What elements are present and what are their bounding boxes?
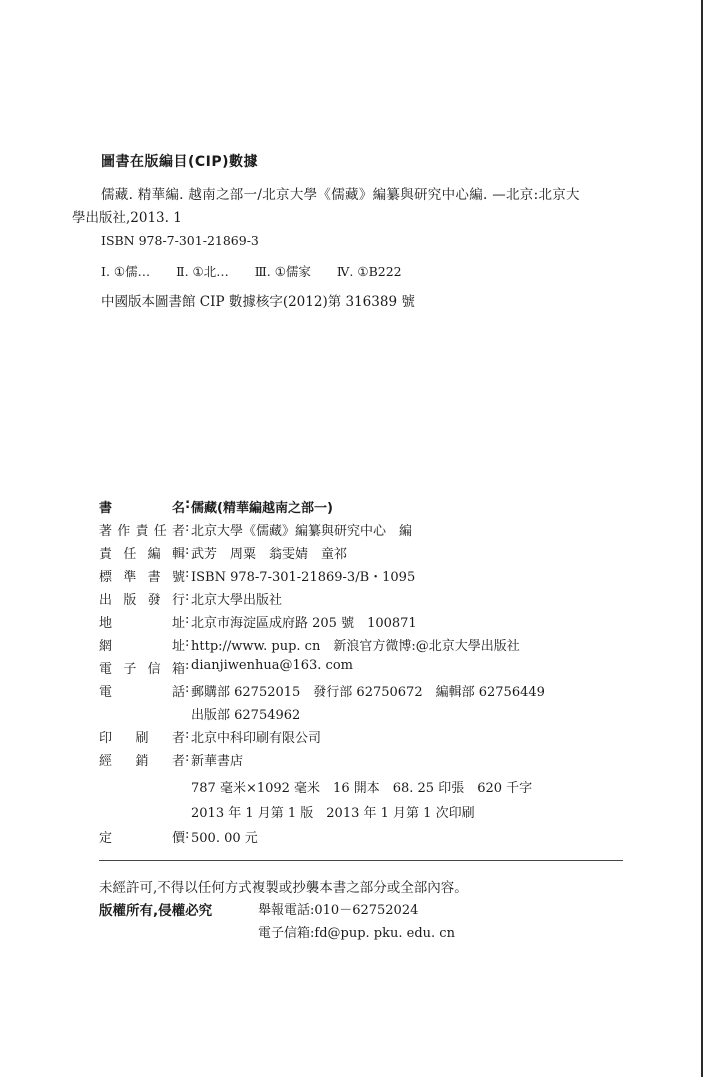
info-value: 北京市海淀區成府路 205 號 100871 — [191, 616, 417, 631]
info-label: 經銷者 — [99, 754, 185, 769]
info-colon: : — [185, 497, 191, 512]
info-label: 印刷者 — [99, 731, 185, 746]
info-colon: : — [185, 681, 190, 696]
info-colon: : — [185, 543, 190, 558]
report-phone: 舉報電話:010－62752024 — [258, 903, 419, 918]
cip-isbn: ISBN 978-7-301-21869-3 — [101, 233, 259, 248]
cip-class-1: Ⅰ. ①儒… — [101, 264, 151, 279]
info-colon: : — [185, 827, 190, 842]
info-colon: : — [185, 589, 190, 604]
info-colon: : — [185, 727, 190, 742]
page-edge-line — [701, 0, 703, 1077]
cip-class-3: Ⅲ. ①儒家 — [254, 264, 311, 279]
info-value: 北京大學出版社 — [191, 593, 283, 608]
info-colon: : — [185, 635, 190, 650]
info-label: 電子信箱 — [99, 662, 185, 677]
info-value: 北京中科印刷有限公司 — [191, 731, 322, 746]
info-value: http://www. pup. cn 新浪官方微博:@北京大學出版社 — [191, 639, 520, 654]
info-value: 500. 00 元 — [191, 831, 258, 846]
info-label: 責任編輯 — [99, 547, 185, 562]
info-value: 武芳 周粟 翁雯婧 童祁 — [191, 547, 348, 562]
divider — [99, 860, 623, 861]
info-value: 新華書店 — [191, 754, 244, 769]
info-value: 787 毫米×1092 毫米 16 開本 68. 25 印張 620 千字 — [191, 781, 533, 796]
copyright-notice: 未經許可,不得以任何方式複製或抄襲本書之部分或全部內容。 — [99, 880, 468, 896]
info-colon: : — [185, 612, 190, 627]
info-value: dianjiwenhua@163. com — [191, 658, 353, 673]
info-label: 網址 — [99, 639, 185, 654]
info-label: 電話 — [99, 685, 185, 700]
info-value: ISBN 978-7-301-21869-3/B・1095 — [191, 570, 416, 585]
info-value: 出版部 62754962 — [191, 708, 301, 723]
cip-data-number: 中國版本圖書館 CIP 數據核字(2012)第 316389 號 — [101, 294, 415, 310]
report-email: 電子信箱:fd@pup. pku. edu. cn — [258, 926, 455, 941]
cip-entry-line-1: 儒藏. 精華編. 越南之部一/北京大學《儒藏》編纂與研究中心編. —北京:北京大 — [101, 187, 580, 203]
info-value: 北京大學《儒藏》編纂與研究中心 編 — [191, 524, 413, 539]
info-label: 定價 — [99, 831, 185, 846]
cip-class-2: Ⅱ. ①北… — [176, 264, 229, 279]
info-colon: : — [185, 658, 190, 673]
info-label: 地址 — [99, 616, 185, 631]
info-label: 著作責任者 — [99, 524, 185, 539]
cip-class-4: Ⅳ. ①B222 — [336, 264, 402, 279]
info-colon: : — [185, 750, 190, 765]
cip-classification — [101, 263, 424, 281]
info-value: 2013 年 1 月第 1 版 2013 年 1 月第 1 次印刷 — [191, 806, 475, 821]
info-colon: : — [185, 566, 190, 581]
info-colon: : — [185, 520, 190, 535]
cip-heading: 圖書在版編目(CIP)數據 — [101, 154, 259, 170]
info-label: 書名 — [99, 501, 185, 516]
info-value: 儒藏(精華編越南之部一) — [191, 501, 333, 516]
cip-entry-line-2: 學出版社,2013. 1 — [72, 210, 182, 226]
rights-reserved: 版權所有,侵權必究 — [99, 903, 213, 919]
info-label: 出版發行 — [99, 593, 185, 608]
info-label: 標準書號 — [99, 570, 185, 585]
info-value: 郵購部 62752015 發行部 62750672 編輯部 62756449 — [191, 685, 545, 700]
